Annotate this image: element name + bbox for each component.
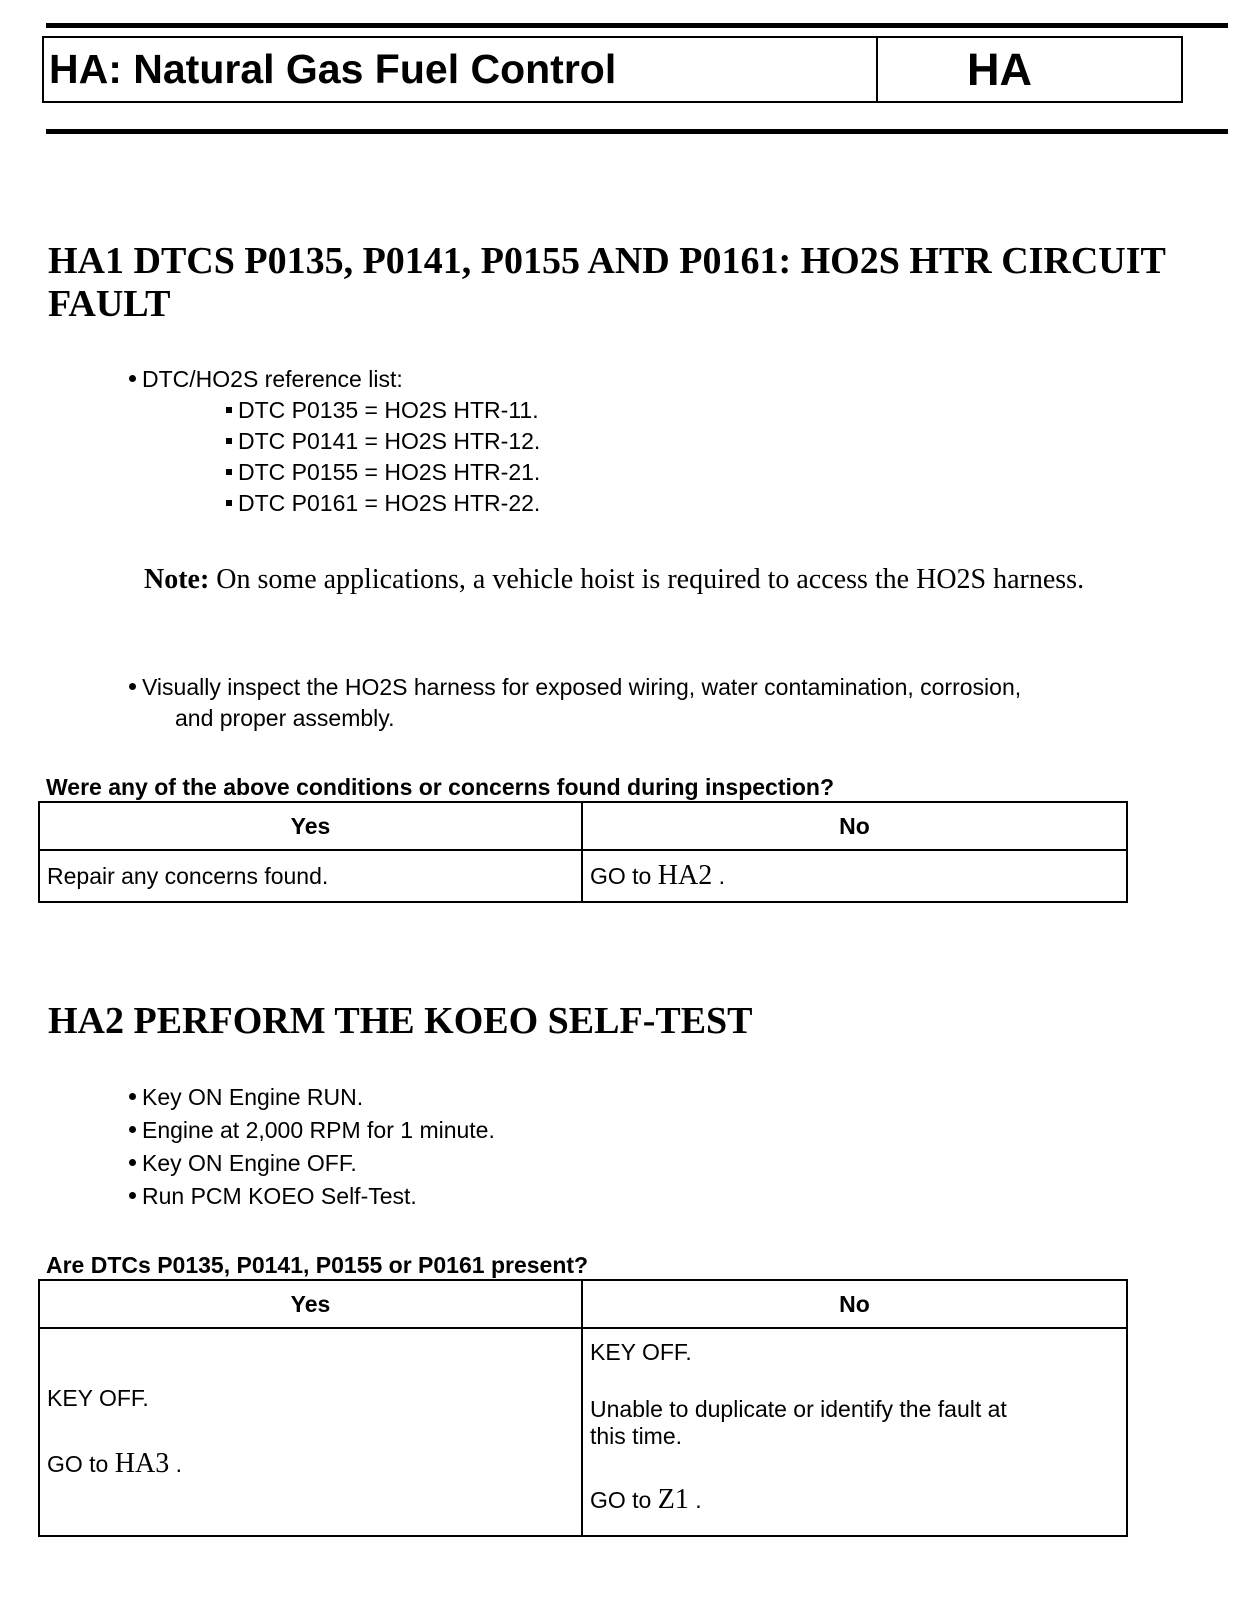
list-item: Engine at 2,000 RPM for 1 minute. [129,1115,495,1146]
note-text: On some applications, a vehicle hoist is required to access the HO2S harness. [209,564,1085,595]
step-ha1-heading-line1: HA1 DTCS P0135, P0141, P0155 AND P0161: HO2S HTR CIRCUIT [48,240,1166,282]
note-label: Note: [144,564,210,595]
goto-ha2-link[interactable]: HA2 [657,860,713,891]
step-ha2-question: Are DTCs P0135, P0141, P0155 or P0161 present? [46,1252,589,1278]
yes-action: Repair any concerns found. [39,850,582,902]
square-bullet-icon [226,407,232,413]
yes-action: KEY OFF. GO to HA3 . [39,1328,582,1536]
step-ha1-heading-line2: FAULT [48,283,171,325]
list-item: DTC P0135 = HO2S HTR-11. [226,395,539,426]
note-paragraph [144,562,1184,598]
no-header: No [582,802,1127,850]
reference-list-label: DTC/HO2S reference list: [129,364,403,395]
no-action: KEY OFF. Unable to duplicate or identify the fault at this time. GO to Z1 . [582,1328,1127,1536]
bullet-icon [129,1126,136,1133]
step-ha1-heading [48,240,1166,326]
list-item: Key ON Engine OFF. [129,1148,357,1179]
bullet-icon [129,683,136,690]
list-item: DTC P0161 = HO2S HTR-22. [226,488,540,519]
section-code: HA [967,44,1032,95]
inspect-instruction: Visually inspect the HO2S harness for exposed wiring, water contamination, corrosion, and proper assembly. [129,672,1021,734]
square-bullet-icon [226,469,232,475]
goto-z1-link[interactable]: Z1 [657,1484,689,1515]
bullet-icon [129,1159,136,1166]
step-ha2-answer-table [38,1279,1128,1537]
bullet-icon [129,1192,136,1199]
step-ha1-answer-table [38,801,1128,903]
list-item: DTC P0155 = HO2S HTR-21. [226,457,540,488]
square-bullet-icon [226,500,232,506]
goto-ha3-link[interactable]: HA3 [114,1447,170,1479]
bullet-icon [129,375,136,382]
yes-header: Yes [39,1280,582,1328]
list-item: Run PCM KOEO Self-Test. [129,1181,417,1212]
list-item: DTC P0141 = HO2S HTR-12. [226,426,540,457]
list-item: Key ON Engine RUN. [129,1082,363,1113]
page-title: HA: Natural Gas Fuel Control [44,38,878,101]
yes-header: Yes [39,802,582,850]
bullet-icon [129,1093,136,1100]
header-bottom-rule [46,129,1228,134]
top-rule [46,23,1228,28]
no-header: No [582,1280,1127,1328]
no-action: GO to HA2 . [582,850,1127,902]
page-header [42,36,1183,103]
step-ha2-heading: HA2 PERFORM THE KOEO SELF-TEST [48,1000,753,1042]
square-bullet-icon [226,438,232,444]
step-ha1-question: Were any of the above conditions or concerns found during inspection? [46,774,835,800]
